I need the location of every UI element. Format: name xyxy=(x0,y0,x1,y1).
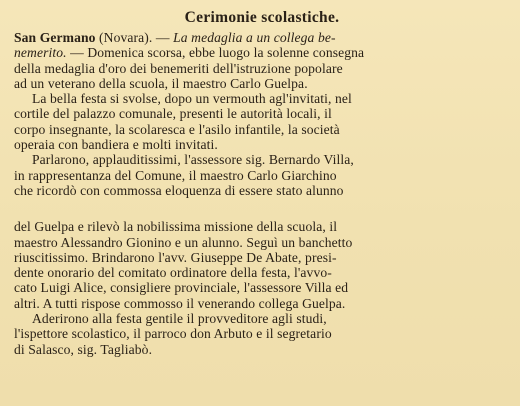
headline-part2: nemerito. xyxy=(14,45,67,61)
text-line xyxy=(14,45,510,60)
text-line: cortile del palazzo comunale, presenti le autorità locali, il xyxy=(14,106,332,122)
article-title: Cerimonie scolastiche. xyxy=(184,9,340,26)
dateline-place: San Germano xyxy=(14,30,96,45)
paragraph-start: Aderirono alla festa gentile il provveditore agli studi, xyxy=(32,311,327,327)
paragraph-start: Parlarono, applauditissimi, l'assessore sig. Bernardo Villa, xyxy=(32,152,354,168)
dateline xyxy=(14,30,510,45)
text-line: ad un veterano della scuola, il maestro Carlo Guelpa. xyxy=(14,75,308,91)
headline-part1: La medaglia a un collega be- xyxy=(173,30,336,45)
text-line: di Salasco, sig. Tagliabò. xyxy=(14,341,153,357)
text-line: della medaglia d'oro dei benemeriti dell'istruzione popolare xyxy=(14,60,343,76)
text-line: dente onorario del comitato ordinatore della festa, l'avvo- xyxy=(14,265,332,281)
text-line: maestro Alessandro Gionino e un alunno. Seguì un banchetto xyxy=(14,234,353,250)
dateline-province: (Novara). xyxy=(99,30,153,45)
text-line: corpo insegnante, la scolaresca e l'asilo infantile, la società xyxy=(14,121,340,137)
text-line: in rappresentanza del Comune, il maestro Carlo Giarchino xyxy=(14,167,337,183)
dateline-dash: — xyxy=(152,30,174,45)
paragraph-start: La bella festa si svolse, dopo un vermouth agl'invitati, nel xyxy=(32,91,352,107)
text-line: riuscitissimo. Brindarono l'avv. Giuseppe De Abate, presi- xyxy=(14,249,337,265)
column-gap xyxy=(14,198,510,219)
text-line: del Guelpa e rilevò la nobilissima missione della scuola, il xyxy=(14,219,338,235)
text-line: operaia con bandiera e molti invitati. xyxy=(14,137,218,153)
text-segment: — Domenica scorsa, ebbe luogo la solenne consegna xyxy=(66,45,365,61)
text-line: l'ispettore scolastico, il parroco don Arbuto e il segretario xyxy=(14,326,332,342)
text-line: cato Luigi Alice, consigliere provinciale, l'assessore Villa ed xyxy=(14,280,349,296)
text-line: che ricordò con commossa eloquenza di essere stato alunno xyxy=(14,182,344,198)
text-line: altri. A tutti rispose commosso il venerando collega Guelpa. xyxy=(14,295,346,311)
